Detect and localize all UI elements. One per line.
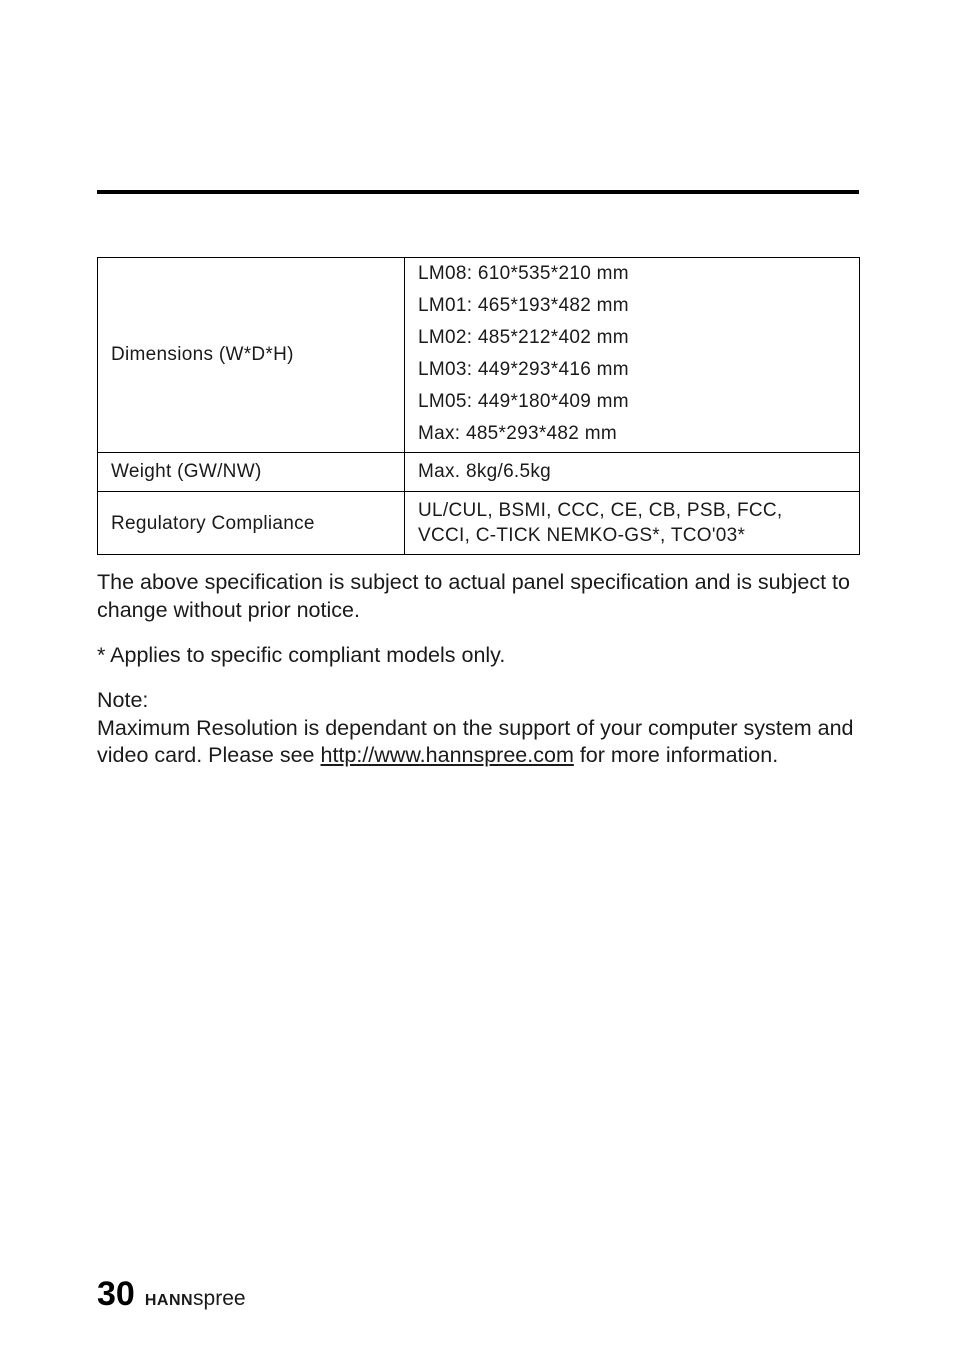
table-row bbox=[98, 492, 860, 555]
page-number: 30 bbox=[97, 1275, 135, 1313]
dimension-lm05: LM05: 449*180*409 mm bbox=[418, 391, 629, 412]
regulatory-line-1: UL/CUL, BSMI, CCC, CE, CB, PSB, FCC, bbox=[418, 500, 783, 521]
brand-logo bbox=[145, 1287, 246, 1311]
regulatory-label: Regulatory Compliance bbox=[98, 492, 405, 555]
dimensions-values bbox=[405, 258, 860, 453]
dimension-lm01: LM01: 465*193*482 mm bbox=[418, 295, 629, 316]
dimension-lm02: LM02: 485*212*402 mm bbox=[418, 327, 629, 348]
header-rule bbox=[97, 190, 859, 194]
table-row bbox=[98, 258, 860, 453]
spec-notice: The above specification is subject to actual panel specification and is subject to change without prior notice. bbox=[97, 570, 850, 622]
page-footer bbox=[97, 1275, 246, 1314]
weight-label: Weight (GW/NW) bbox=[98, 453, 405, 492]
note-heading: Note: bbox=[97, 688, 149, 712]
dimension-lm03: LM03: 449*293*416 mm bbox=[418, 359, 629, 380]
asterisk-note: * Applies to specific compliant models only. bbox=[97, 643, 506, 667]
hannspree-link[interactable]: http://www.hannspree.com bbox=[320, 743, 574, 767]
table-row bbox=[98, 453, 860, 492]
dimensions-label: Dimensions (W*D*H) bbox=[98, 258, 405, 453]
specification-table bbox=[97, 257, 860, 555]
brand-logo-regular: spree bbox=[193, 1287, 246, 1310]
weight-value: Max. 8kg/6.5kg bbox=[405, 453, 860, 492]
dimension-max: Max: 485*293*482 mm bbox=[418, 423, 617, 444]
regulatory-line-2: VCCI, C-TICK NEMKO-GS*, TCO'03* bbox=[418, 525, 746, 546]
brand-logo-bold: HANN bbox=[144, 1292, 194, 1309]
dimension-lm08: LM08: 610*535*210 mm bbox=[418, 263, 629, 284]
note-text-after: for more information. bbox=[573, 743, 779, 767]
regulatory-values bbox=[405, 492, 860, 555]
note-block bbox=[97, 687, 867, 770]
note-text-before: Maximum Resolution is dependant on the support of your computer system and video card. Please see bbox=[97, 715, 854, 767]
